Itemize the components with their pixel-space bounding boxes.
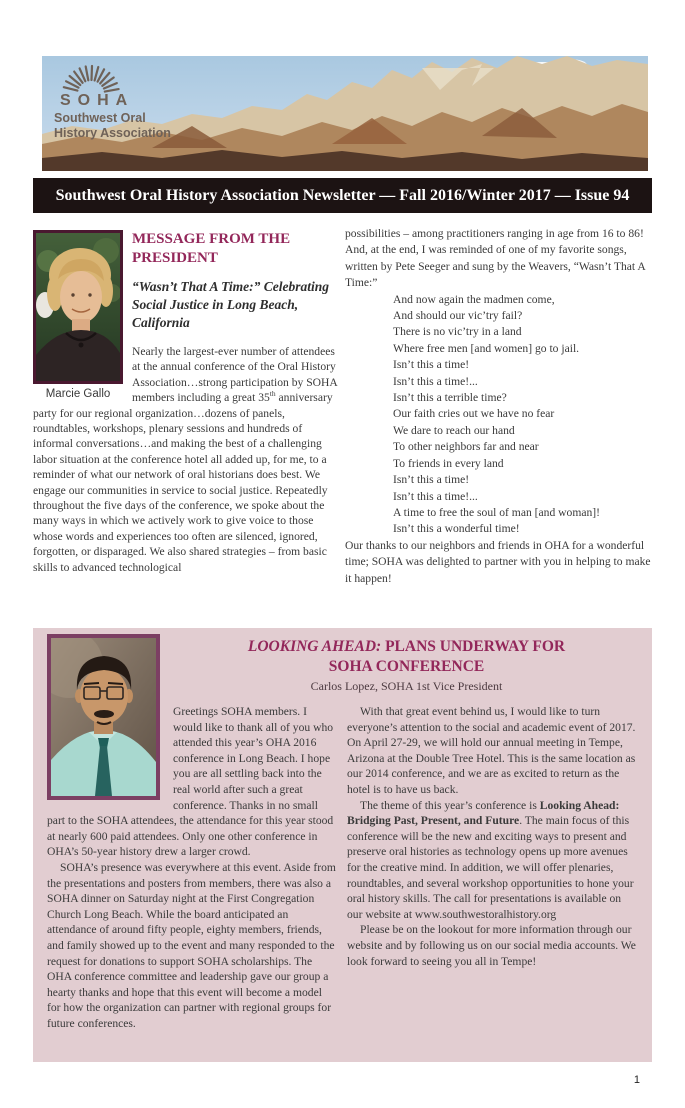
conference-heading: LOOKING AHEAD: PLANS UNDERWAY FOR SOHA CONFERENCE: [247, 638, 566, 675]
carlos-lopez-photo: [47, 634, 160, 800]
poem-line: And now again the madmen come,: [393, 292, 555, 306]
soha-logo: [54, 62, 244, 141]
president-message-section: [33, 226, 652, 628]
photo-caption: Marcie Gallo: [45, 388, 111, 400]
poem-line: Our faith cries out we have no fear: [393, 407, 555, 421]
poem-line: Isn’t this a time!: [393, 358, 470, 372]
conference-paragraph: The theme of this year’s conference is Looking Ahead: Bridging Past, Present, and Future. The main focus of this conference will be the new and exciting ways to present and preserve oral histories as technology opens up more avenues for the creative mind. In addition, we will offer plenaries, roundtables, and several workshop opportunities to hone your oral history skills. The call for presentations is available on our website at www.southwestoralhistory.org: [347, 798, 634, 921]
poem-line: And should our vic’try fail?: [393, 309, 523, 323]
conference-paragraph: Please be on the lookout for more information through our website and by following us on our social media accounts. We look forward to seeing you all in Tempe!: [347, 923, 636, 968]
poem-line: Isn’t this a wonderful time!: [393, 522, 520, 536]
song-quote: [393, 292, 652, 538]
masthead-title-bar: [33, 178, 652, 213]
conference-right-column: [347, 704, 638, 1031]
poem-line: Isn’t this a terrible time?: [393, 391, 507, 405]
poem-line: A time to free the soul of man [and woman]!: [393, 505, 601, 519]
conference-byline: Carlos Lopez, SOHA 1st Vice President: [310, 679, 503, 693]
poem-line: Isn’t this a time!: [393, 473, 470, 487]
message-closing: Our thanks to our neighbors and friends in OHA for a wonderful time; SOHA was delighted to partner with you in helping to make it happen!: [345, 538, 651, 585]
conference-theme-bold: Looking Ahead: Bridging Past, Present, and Future: [347, 798, 620, 828]
logo-name-line1: Southwest Oral: [54, 111, 146, 125]
poem-line: Where free men [and women] go to jail.: [393, 341, 580, 355]
poem-line: Isn’t this a time!...: [393, 374, 478, 388]
page-number: 1: [633, 1074, 640, 1086]
conference-paragraph: SOHA’s presence was everywhere at this event. Aside from the presentations and posters from members, there was also a SOHA dinner on Saturday night at the First Congregation Church Long Beach. While the board anticipated an attendance of around fifty people, eighty members, friends, and family showed up to the event and many responded to the request for donations to support SOHA scholarships. The OHA conference committee and leadership gave our group a hearty thanks and hope that this event will become a model for how the organization can partner with regional groups for future conferences.: [47, 860, 336, 1030]
conference-paragraph: With that great event behind us, I would like to turn everyone’s attention to the social and academic event of 2017. On April 27-29, we will hold our annual meeting in Tempe, Arizona at the Double Tree Hotel. This is the same location as our 2014 conference, and we are as excited to return as the hotel is to have us back.: [347, 705, 636, 796]
conference-paragraph: Greetings SOHA members. I would like to thank all of you who attended this year’s OHA 2016 conference in Long Beach. I hope you are all settling back into the real world after such a great conference. Thanks in no small part to the SOHA attendees, the attendance for this year stood at nearly 600 paid attendees. Only one other conference in OHA’s 50-year history drew a larger crowd.: [47, 705, 334, 859]
sun-rays-icon: [56, 62, 126, 94]
poem-line: To other neighbors far and near: [393, 440, 539, 454]
conference-photo-figure: [47, 634, 160, 800]
logo-acronym: SOHA: [60, 92, 135, 109]
message-body-paragraph: Nearly the largest-ever number of attendees at the annual conference of the Oral History Association…strong participation by SOHA members including a great 35th anniversary party for our regional organization…dozens of panels, roundtables, workshops, plenary sessions and hundreds of informal conversations…and making the best of a challenging labor situation at the conference hotel all added up, for me, to a reminder of what our network of oral historians does best. We engage our communities in service to social justice. Repeatedly throughout the five days of the conference, we spoke about the many ways in which we actively work to give voice to those whose words and experiences too often are silenced, ignored, forgotten, or disparaged. We also shared strategies – from basic skills to advanced technological: [33, 345, 338, 574]
president-left-column: [33, 226, 340, 628]
message-subtitle: “Wasn’t That A Time:” Celebrating Social Justice in Long Beach, California: [132, 279, 330, 330]
masthead-title: Southwest Oral History Association Newsletter — Fall 2016/Winter 2017 — Issue 94: [55, 186, 630, 204]
ordinal-superscript: th: [269, 389, 276, 399]
poem-line: There is no vic’try in a land: [393, 325, 522, 339]
poem-line: To friends in every land: [393, 456, 504, 470]
poem-line: Isn’t this a time!...: [393, 489, 478, 503]
marcie-gallo-photo: [33, 230, 123, 384]
conference-header: [161, 628, 652, 694]
message-heading: MESSAGE FROM THE PRESIDENT: [132, 231, 291, 266]
message-body-continued: possibilities – among practitioners ranging in age from 16 to 86! And, at the end, I was reminded of one of my favorite songs, written by Pete Seeger and sung by the Weavers, “Wasn’t That A Time:”: [345, 227, 646, 290]
poem-line: We dare to reach our hand: [393, 423, 515, 437]
banner-photo: [42, 56, 648, 171]
president-photo-figure: [33, 230, 123, 401]
logo-name-line2: History Association: [54, 126, 171, 140]
president-right-column: [345, 226, 652, 628]
conference-panel: [33, 628, 652, 1062]
